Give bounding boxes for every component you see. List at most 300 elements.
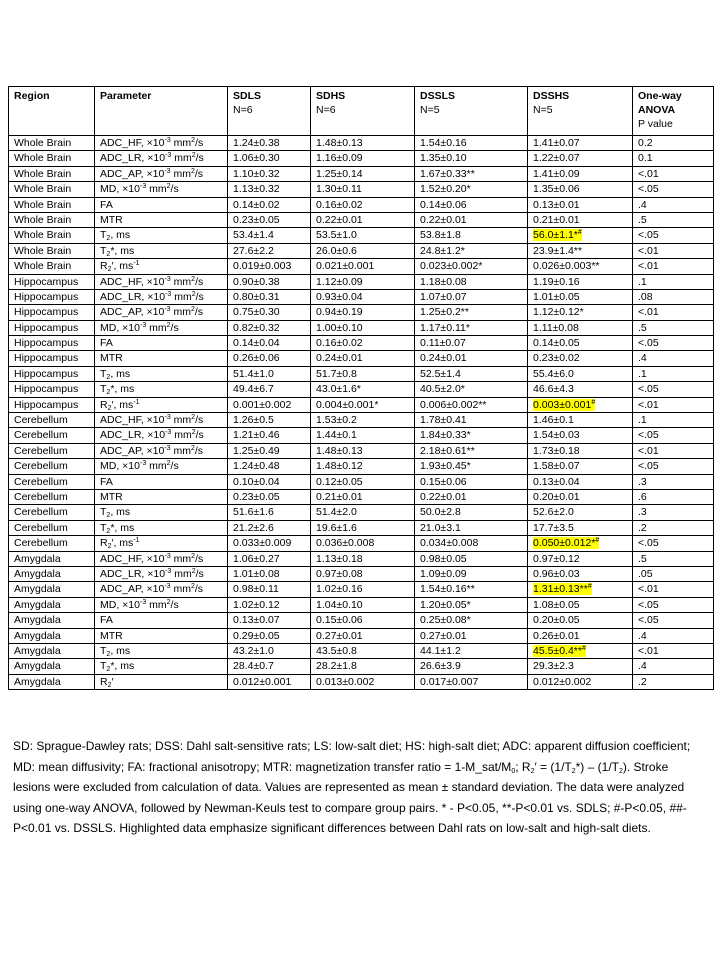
- dsshs-cell: [528, 397, 633, 412]
- table-row: [9, 597, 714, 612]
- column-header-label: Region: [14, 90, 50, 102]
- region-cell: [9, 413, 95, 428]
- p-value-cell-text: .4: [638, 198, 647, 211]
- region-cell-text: Hippocampus: [14, 337, 79, 350]
- sdhs-cell: [311, 166, 415, 181]
- region-cell: [9, 551, 95, 566]
- dsshs-cell-text: 1.41±0.07: [533, 137, 580, 149]
- column-header-sub: N=6: [316, 104, 336, 116]
- region-cell-text: Whole Brain: [14, 152, 72, 165]
- table-row: [9, 428, 714, 443]
- p-value-cell: [633, 566, 714, 581]
- p-value-cell-text: .05: [638, 567, 653, 580]
- dssls-cell: [415, 228, 528, 243]
- sdls-cell-text: 0.26±0.06: [233, 352, 280, 365]
- parameter-cell-text: $R_2'$, $ms^{-1}$: [100, 260, 140, 274]
- sdhs-cell: [311, 259, 415, 274]
- sdhs-cell: [311, 597, 415, 612]
- dsshs-cell: [528, 274, 633, 289]
- dsshs-cell-text: 0.13±0.04: [533, 475, 580, 488]
- dssls-cell: [415, 505, 528, 520]
- sdhs-cell: [311, 566, 415, 581]
- region-cell: [9, 305, 95, 320]
- dssls-cell-text: 1.78±0.41: [420, 414, 467, 427]
- p-value-cell-text: <.01: [638, 260, 659, 273]
- region-cell-text: Whole Brain: [14, 137, 72, 149]
- p-value-cell-text: .2: [638, 521, 647, 534]
- dssls-cell-text: 1.07±0.07: [420, 290, 467, 303]
- sdls-cell-text: 0.019±0.003: [233, 260, 292, 273]
- column-header: [633, 87, 714, 136]
- p-value-cell-text: <.01: [638, 244, 659, 257]
- dssls-cell-text: 0.24±0.01: [420, 352, 467, 365]
- dssls-cell: [415, 136, 528, 151]
- p-value-cell-text: .1: [638, 367, 647, 380]
- sdls-cell-text: 0.75±0.30: [233, 306, 280, 319]
- sdhs-cell: [311, 520, 415, 535]
- dssls-cell-text: 1.84±0.33*: [420, 429, 471, 442]
- sdhs-cell-text: 0.16±0.02: [316, 337, 363, 350]
- p-value-cell-text: <.01: [638, 444, 659, 457]
- region-cell: [9, 459, 95, 474]
- dsshs-cell: [528, 536, 633, 551]
- sdhs-cell-text: 1.48±0.13: [316, 137, 363, 149]
- region-cell-text: Amygdala: [14, 567, 61, 580]
- p-value-cell-text: .2: [638, 675, 647, 688]
- dsshs-cell: [528, 166, 633, 181]
- dssls-cell: [415, 566, 528, 581]
- parameter-cell: [95, 505, 228, 520]
- sdhs-cell-text: 0.93±0.04: [316, 290, 363, 303]
- dsshs-cell: [528, 597, 633, 612]
- sdhs-cell-text: 1.12±0.09: [316, 275, 363, 288]
- dsshs-cell: [528, 336, 633, 351]
- parameter-cell-text: FA: [100, 614, 113, 627]
- region-cell-text: Cerebellum: [14, 490, 68, 503]
- dssls-cell-text: 1.93±0.45*: [420, 460, 471, 473]
- sdls-cell: [228, 228, 311, 243]
- region-cell: [9, 613, 95, 628]
- sdls-cell: [228, 489, 311, 504]
- region-cell-text: Amygdala: [14, 660, 61, 673]
- dssls-cell-text: 52.5±1.4: [420, 367, 461, 380]
- p-value-cell: [633, 643, 714, 658]
- sdhs-cell-text: 1.04±0.10: [316, 598, 363, 611]
- p-value-cell-text: <.01: [638, 644, 659, 657]
- dssls-cell: [415, 305, 528, 320]
- p-value-cell-text: .4: [638, 629, 647, 642]
- parameter-cell: [95, 566, 228, 581]
- dssls-cell-text: 0.27±0.01: [420, 629, 467, 642]
- region-cell: [9, 597, 95, 612]
- p-value-cell: [633, 443, 714, 458]
- p-value-cell-text: .6: [638, 490, 647, 503]
- dsshs-cell: [528, 382, 633, 397]
- sdhs-cell: [311, 659, 415, 674]
- dsshs-cell: [528, 413, 633, 428]
- sdhs-cell: [311, 489, 415, 504]
- dsshs-cell-text: 46.6±4.3: [533, 383, 574, 396]
- parameter-cell: [95, 305, 228, 320]
- table-row: [9, 520, 714, 535]
- sdhs-cell-text: 0.036±0.008: [316, 537, 375, 550]
- table-row: [9, 136, 714, 151]
- sdls-cell-text: 0.14±0.02: [233, 198, 280, 211]
- region-cell-text: Cerebellum: [14, 537, 68, 550]
- parameter-cell: [95, 582, 228, 597]
- dsshs-cell-text: 52.6±2.0: [533, 506, 574, 519]
- sdls-cell-text: 21.2±2.6: [233, 521, 274, 534]
- region-cell: [9, 443, 95, 458]
- sdhs-cell: [311, 536, 415, 551]
- table-body: [9, 136, 714, 690]
- dssls-cell: [415, 428, 528, 443]
- dsshs-cell-text: 1.01±0.05: [533, 290, 580, 303]
- parameter-cell: [95, 182, 228, 197]
- sdls-cell: [228, 289, 311, 304]
- dssls-cell: [415, 551, 528, 566]
- parameter-cell: [95, 674, 228, 689]
- region-cell-text: Cerebellum: [14, 475, 68, 488]
- p-value-cell-text: <.05: [638, 383, 659, 396]
- p-value-cell: [633, 674, 714, 689]
- p-value-cell-text: <.05: [638, 183, 659, 196]
- dssls-cell: [415, 643, 528, 658]
- region-cell: [9, 243, 95, 258]
- sdls-cell-text: 0.001±0.002: [233, 398, 292, 411]
- dsshs-cell: [528, 474, 633, 489]
- sdhs-cell-text: 0.021±0.001: [316, 260, 375, 273]
- column-header-label: SDHS: [316, 90, 346, 102]
- p-value-cell: [633, 274, 714, 289]
- dssls-cell: [415, 259, 528, 274]
- sdls-cell: [228, 274, 311, 289]
- sdhs-cell: [311, 428, 415, 443]
- dssls-cell-text: 0.034±0.008: [420, 537, 479, 550]
- p-value-cell-text: <.05: [638, 229, 659, 242]
- p-value-cell: [633, 520, 714, 535]
- table-row: [9, 659, 714, 674]
- p-value-cell-text: .5: [638, 552, 647, 565]
- p-value-cell: [633, 212, 714, 227]
- dsshs-cell: [528, 459, 633, 474]
- region-cell: [9, 336, 95, 351]
- parameter-cell: [95, 459, 228, 474]
- sdhs-cell: [311, 351, 415, 366]
- dsshs-cell: [528, 428, 633, 443]
- sdhs-cell: [311, 382, 415, 397]
- region-cell-text: Cerebellum: [14, 521, 68, 534]
- p-value-cell-text: .4: [638, 660, 647, 673]
- sdhs-cell-text: 43.0±1.6*: [316, 383, 361, 396]
- parameter-cell: [95, 443, 228, 458]
- dssls-cell: [415, 397, 528, 412]
- region-cell: [9, 397, 95, 412]
- dssls-cell: [415, 443, 528, 458]
- dssls-cell-text: 0.15±0.06: [420, 475, 467, 488]
- parameter-cell: [95, 136, 228, 151]
- sdhs-cell: [311, 289, 415, 304]
- region-cell-text: Whole Brain: [14, 167, 72, 180]
- sdls-cell: [228, 166, 311, 181]
- dssls-cell-text: 0.22±0.01: [420, 213, 467, 226]
- parameter-cell: [95, 428, 228, 443]
- sdhs-cell-text: 53.5±1.0: [316, 229, 357, 242]
- sdls-cell-text: 43.2±1.0: [233, 644, 274, 657]
- p-value-cell: [633, 505, 714, 520]
- region-cell-text: Amygdala: [14, 552, 61, 565]
- dsshs-cell-text: 0.20±0.05: [533, 614, 580, 627]
- sdls-cell-text: 0.23±0.05: [233, 490, 280, 503]
- dssls-cell-text: 24.8±1.2*: [420, 244, 465, 257]
- region-cell: [9, 536, 95, 551]
- p-value-cell: [633, 474, 714, 489]
- dsshs-cell: [528, 628, 633, 643]
- dssls-cell-text: 1.35±0.10: [420, 152, 467, 165]
- sdls-cell-text: 1.02±0.12: [233, 598, 280, 611]
- sdhs-cell-text: 0.27±0.01: [316, 629, 363, 642]
- sdhs-cell-text: 51.7±0.8: [316, 367, 357, 380]
- dsshs-cell-text: 0.23±0.02: [533, 352, 580, 365]
- parameter-cell: [95, 397, 228, 412]
- dsshs-cell: [528, 659, 633, 674]
- parameter-cell-text: $R_2'$, $ms^{-1}$: [100, 537, 140, 551]
- table-row: [9, 305, 714, 320]
- results-table: [8, 86, 714, 690]
- dsshs-cell-text: 56.0±1.1*#: [533, 229, 582, 242]
- sdls-cell: [228, 366, 311, 381]
- parameter-cell-text: MTR: [100, 352, 123, 365]
- parameter-cell-text: MD, $\times 10^{-3}$ $mm^2/s$: [100, 321, 179, 334]
- p-value-cell: [633, 289, 714, 304]
- sdls-cell: [228, 320, 311, 335]
- region-cell-text: Hippocampus: [14, 367, 79, 380]
- sdhs-cell-text: 0.24±0.01: [316, 352, 363, 365]
- table-row: [9, 289, 714, 304]
- p-value-cell: [633, 351, 714, 366]
- dsshs-cell: [528, 582, 633, 597]
- table-row: [9, 243, 714, 258]
- dsshs-cell-text: 0.97±0.12: [533, 552, 580, 565]
- sdls-cell: [228, 474, 311, 489]
- dssls-cell: [415, 459, 528, 474]
- p-value-cell-text: .08: [638, 290, 653, 303]
- dssls-cell-text: 1.54±0.16: [420, 137, 467, 149]
- dssls-cell-text: 53.8±1.8: [420, 229, 461, 242]
- region-cell: [9, 659, 95, 674]
- sdls-cell: [228, 674, 311, 689]
- sdls-cell-text: 0.13±0.07: [233, 614, 280, 627]
- dssls-cell-text: 1.20±0.05*: [420, 598, 471, 611]
- dsshs-cell-text: 1.41±0.09: [533, 167, 580, 180]
- parameter-cell-text: ADC_HF, $\times 10^{-3}$ $mm^2/s$: [100, 414, 204, 427]
- dsshs-cell: [528, 197, 633, 212]
- dssls-cell-text: 2.18±0.61**: [420, 444, 475, 457]
- region-cell-text: Whole Brain: [14, 198, 72, 211]
- parameter-cell: [95, 520, 228, 535]
- table-row: [9, 259, 714, 274]
- dsshs-cell-text: 55.4±6.0: [533, 367, 574, 380]
- sdls-cell-text: 1.10±0.32: [233, 167, 280, 180]
- table-row: [9, 228, 714, 243]
- region-cell-text: Whole Brain: [14, 244, 72, 257]
- sdls-cell: [228, 505, 311, 520]
- region-cell-text: Whole Brain: [14, 213, 72, 226]
- column-header: [528, 87, 633, 136]
- sdhs-cell: [311, 613, 415, 628]
- region-cell: [9, 505, 95, 520]
- p-value-cell: [633, 628, 714, 643]
- sdhs-cell-text: 0.013±0.002: [316, 675, 375, 688]
- sdhs-cell: [311, 366, 415, 381]
- table-row: [9, 566, 714, 581]
- p-value-cell: [633, 413, 714, 428]
- region-cell-text: Cerebellum: [14, 429, 68, 442]
- p-value-cell-text: <.05: [638, 614, 659, 627]
- dsshs-cell-text: 0.20±0.01: [533, 490, 580, 503]
- p-value-cell: [633, 182, 714, 197]
- region-cell-text: Hippocampus: [14, 290, 79, 303]
- dssls-cell: [415, 197, 528, 212]
- region-cell-text: Cerebellum: [14, 414, 68, 427]
- table-row: [9, 366, 714, 381]
- region-cell: [9, 274, 95, 289]
- sdls-cell-text: 1.26±0.5: [233, 414, 274, 427]
- dsshs-cell: [528, 366, 633, 381]
- region-cell: [9, 151, 95, 166]
- sdhs-cell-text: 1.48±0.12: [316, 460, 363, 473]
- dssls-cell: [415, 520, 528, 535]
- sdls-cell: [228, 259, 311, 274]
- p-value-cell-text: <.05: [638, 429, 659, 442]
- sdls-cell-text: 0.29±0.05: [233, 629, 280, 642]
- sdls-cell: [228, 613, 311, 628]
- table-row: [9, 613, 714, 628]
- sdhs-cell-text: 0.21±0.01: [316, 490, 363, 503]
- dssls-cell: [415, 489, 528, 504]
- parameter-cell-text: FA: [100, 475, 113, 488]
- parameter-cell-text: FA: [100, 337, 113, 350]
- column-header-label: Parameter: [100, 90, 152, 102]
- parameter-cell-text: $T_2*$, ms: [100, 244, 135, 258]
- column-header-label: DSSHS: [533, 90, 570, 102]
- sdls-cell: [228, 136, 311, 151]
- table-row: [9, 474, 714, 489]
- region-cell-text: Cerebellum: [14, 460, 68, 473]
- table-row: [9, 397, 714, 412]
- sdls-cell: [228, 582, 311, 597]
- sdhs-cell-text: 0.004±0.001*: [316, 398, 379, 411]
- parameter-cell-text: ADC_AP, $\times 10^{-3}$ $mm^2/s$: [100, 583, 204, 596]
- parameter-cell-text: $T_2$, ms: [100, 644, 131, 658]
- sdhs-cell-text: 1.25±0.14: [316, 167, 363, 180]
- sdhs-cell: [311, 182, 415, 197]
- table-row: [9, 459, 714, 474]
- sdls-cell-text: 28.4±0.7: [233, 660, 274, 673]
- dsshs-cell: [528, 489, 633, 504]
- dssls-cell-text: 0.006±0.002**: [420, 398, 487, 411]
- dssls-cell: [415, 366, 528, 381]
- parameter-cell-text: $T_2$, ms: [100, 506, 131, 520]
- parameter-cell: [95, 197, 228, 212]
- p-value-cell-text: .1: [638, 275, 647, 288]
- parameter-cell-text: ADC_AP, $\times 10^{-3}$ $mm^2/s$: [100, 167, 204, 180]
- region-cell-text: Cerebellum: [14, 444, 68, 457]
- parameter-cell: [95, 274, 228, 289]
- sdhs-cell: [311, 243, 415, 258]
- sdls-cell-text: 1.01±0.08: [233, 567, 280, 580]
- parameter-cell: [95, 243, 228, 258]
- parameter-cell: [95, 489, 228, 504]
- parameter-cell: [95, 259, 228, 274]
- sdls-cell-text: 1.24±0.38: [233, 137, 280, 149]
- p-value-cell: [633, 228, 714, 243]
- table-row: [9, 182, 714, 197]
- parameter-cell-text: $R_2'$, $ms^{-1}$: [100, 398, 140, 412]
- sdls-cell: [228, 459, 311, 474]
- region-cell: [9, 259, 95, 274]
- parameter-cell: [95, 366, 228, 381]
- sdls-cell-text: 0.98±0.11: [233, 583, 279, 596]
- region-cell: [9, 351, 95, 366]
- table-row: [9, 643, 714, 658]
- column-header-sub: P value: [638, 118, 673, 130]
- region-cell-text: Whole Brain: [14, 229, 72, 242]
- sdls-cell: [228, 382, 311, 397]
- dssls-cell-text: 0.017±0.007: [420, 675, 479, 688]
- column-header-label: One-way: [638, 90, 682, 102]
- dssls-cell-text: 44.1±1.2: [420, 644, 461, 657]
- sdhs-cell-text: 1.30±0.11: [316, 183, 362, 196]
- sdhs-cell: [311, 136, 415, 151]
- p-value-cell: [633, 597, 714, 612]
- dsshs-cell-text: 1.11±0.08: [533, 321, 579, 334]
- sdhs-cell: [311, 151, 415, 166]
- sdls-cell-text: 1.21±0.46: [233, 429, 280, 442]
- sdls-cell: [228, 428, 311, 443]
- sdhs-cell: [311, 582, 415, 597]
- table-row: [9, 551, 714, 566]
- region-cell-text: Cerebellum: [14, 506, 68, 519]
- sdhs-cell-text: 43.5±0.8: [316, 644, 357, 657]
- p-value-cell: [633, 136, 714, 151]
- dssls-cell-text: 0.98±0.05: [420, 552, 467, 565]
- table-row: [9, 320, 714, 335]
- sdhs-cell-text: 0.15±0.06: [316, 614, 363, 627]
- p-value-cell-text: <.05: [638, 598, 659, 611]
- p-value-cell: [633, 382, 714, 397]
- table-row: [9, 382, 714, 397]
- table-row: [9, 413, 714, 428]
- sdls-cell-text: 51.6±1.6: [233, 506, 274, 519]
- parameter-cell-text: MD, $\times 10^{-3}$ $mm^2/s$: [100, 183, 179, 196]
- sdls-cell-text: 0.23±0.05: [233, 213, 280, 226]
- sdls-cell: [228, 628, 311, 643]
- region-cell: [9, 212, 95, 227]
- dssls-cell-text: 1.54±0.16**: [420, 583, 475, 596]
- sdls-cell: [228, 182, 311, 197]
- p-value-cell: [633, 397, 714, 412]
- dsshs-cell: [528, 136, 633, 151]
- dsshs-cell-text: 23.9±1.4**: [533, 244, 582, 257]
- region-cell-text: Amygdala: [14, 675, 61, 688]
- parameter-cell-text: ADC_AP, $\times 10^{-3}$ $mm^2/s$: [100, 444, 204, 457]
- table-row: [9, 582, 714, 597]
- dsshs-cell: [528, 551, 633, 566]
- sdhs-cell: [311, 413, 415, 428]
- region-cell-text: Amygdala: [14, 644, 61, 657]
- dsshs-cell: [528, 520, 633, 535]
